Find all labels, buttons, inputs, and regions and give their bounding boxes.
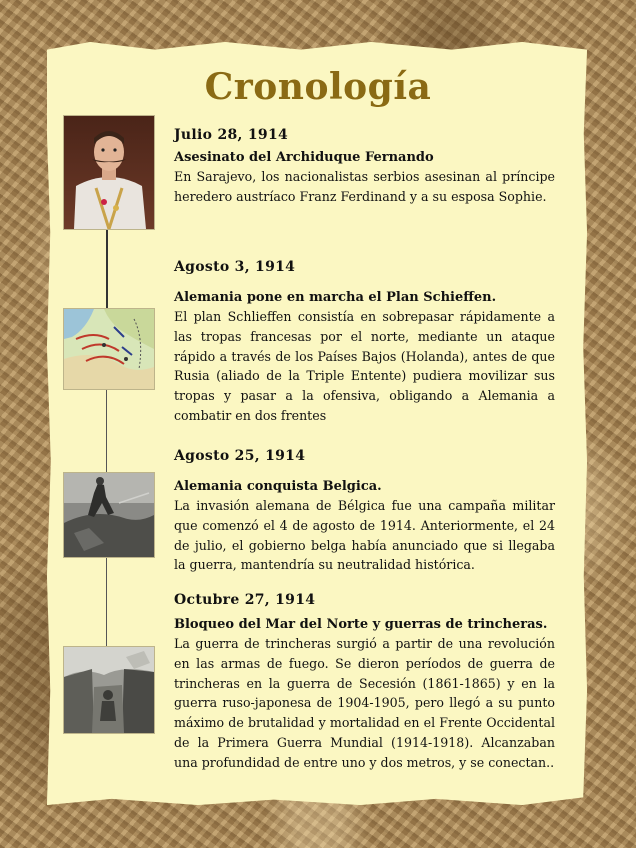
timeline-line: [106, 388, 107, 472]
event-description: En Sarajevo, los nacionalistas serbios asesinan al príncipe heredero austríaco Franz Ferdinand y a su esposa Sophie.: [174, 169, 555, 204]
event-description: La guerra de trincheras surgió a partir de una revolución en las armas de fuego. Se dieron períodos de guerra de trincheras en la guerra de Secesión (1861-1865) y en la guerra ruso-japonesa de 1904-1905, pero llegó a su punto máximo de brutalidad y mortalidad en el Frente Occidental de la Primera Guerra Mundial (1914-1918). Alcanzaban una profundidad de entre uno y dos metros, y se conectan..: [174, 636, 555, 770]
event-date: Octubre 27, 1914: [174, 592, 316, 608]
event-date: Agosto 3, 1914: [174, 259, 296, 275]
timeline-event: [174, 259, 555, 426]
event-headline: Alemania pone en marcha el Plan Schieffen.: [174, 290, 497, 305]
event-description: La invasión alemana de Bélgica fue una campaña militar que comenzó el 4 de agosto de 1914. Anteriormente, el 24 de julio, el gobierno belga había anunciado que si llegaba la guerra, mantendría su neutralidad histórica.: [174, 498, 555, 573]
event-headline: Bloqueo del Mar del Norte y guerras de trincheras.: [174, 617, 548, 632]
timeline-event: [174, 127, 555, 207]
event-description: El plan Schlieffen consistía en sobrepasar rápidamente a las tropas francesas por el norte, mediante un ataque rápido a través de los Países Bajos (Holanda), antes de que Rusia (aliado de la Triple Entente) pudiera movilizar sus tropas y pasar a la ofensiva, obligando a Alemania a combatir en dos frentes: [174, 309, 555, 423]
event-headline: Alemania conquista Belgica.: [174, 479, 382, 494]
timeline-event: [174, 448, 555, 575]
timeline-line: [106, 228, 108, 308]
timeline-event: [174, 592, 555, 773]
schlieffen-map-image: [63, 308, 155, 390]
timeline-line: [106, 556, 107, 646]
page-title: Cronología: [204, 66, 432, 108]
event-date: Agosto 25, 1914: [174, 448, 306, 464]
trench-image: [63, 646, 155, 734]
belgium-soldiers-image: [63, 472, 155, 558]
event-headline: Asesinato del Archiduque Fernando: [174, 150, 434, 165]
archduke-portrait-image: [63, 115, 155, 230]
event-date: Julio 28, 1914: [174, 127, 289, 143]
